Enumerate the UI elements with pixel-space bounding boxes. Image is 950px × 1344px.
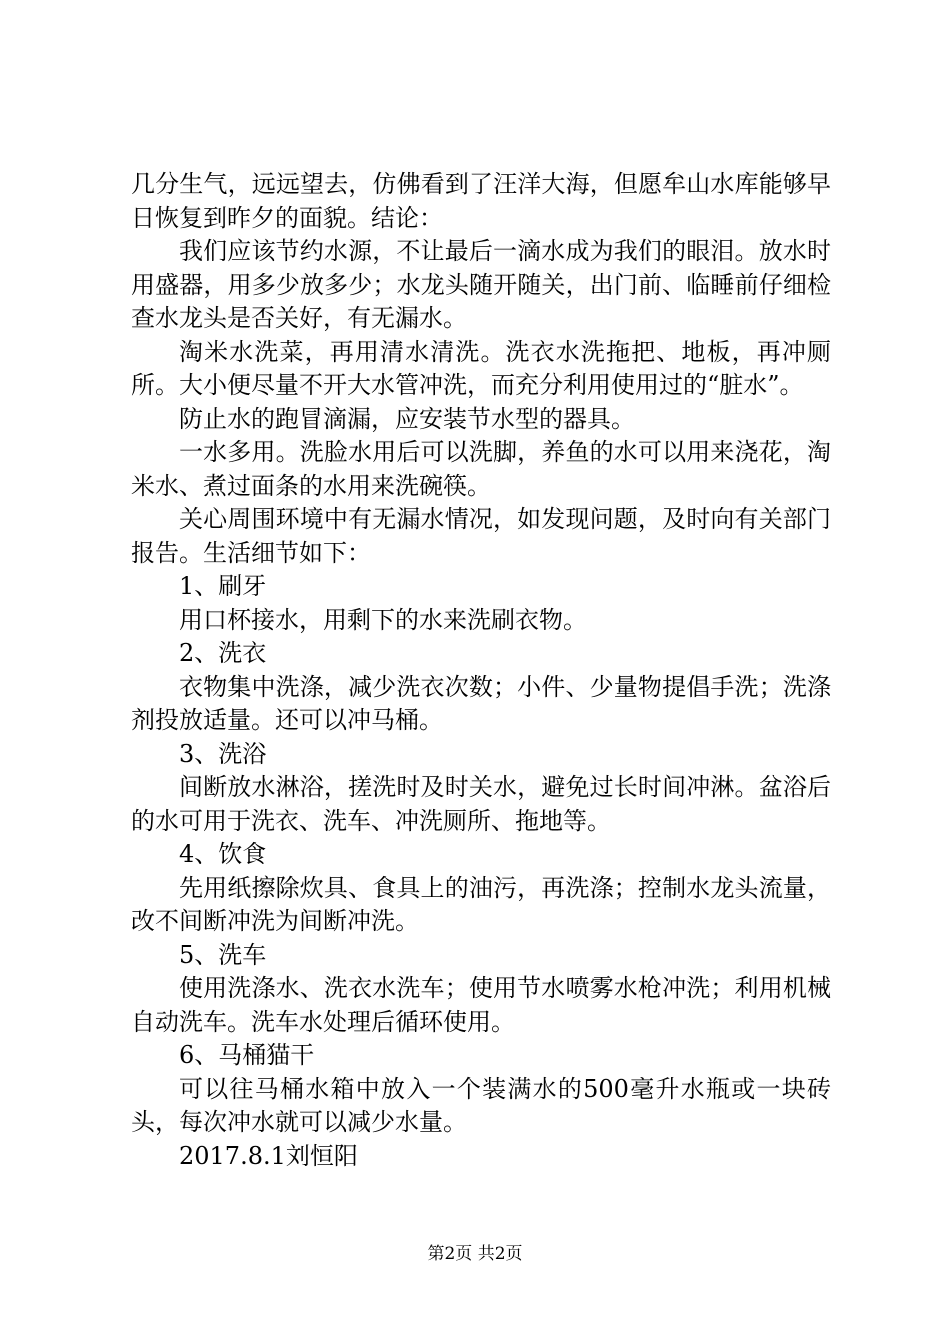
- signature-date: 2017.8.1刘恒阳: [179, 1141, 358, 1170]
- paragraph: 几分生气，远远望去，仿佛看到了汪洋大海，但愿牟山水库能够早日恢复到昨夕的面貌。结论：: [131, 170, 831, 232]
- page-footer: 第2页 共2页: [427, 1244, 523, 1264]
- list-heading: 4、饮食: [179, 840, 267, 868]
- paragraph: 使用洗涤水、洗衣水洗车；使用节水喷雾水枪冲洗；利用机械自动洗车。洗车水处理后循环使用。: [131, 974, 831, 1036]
- list-heading: 6、马桶猫干: [179, 1041, 315, 1069]
- list-heading: 3、洗浴: [179, 739, 267, 768]
- paragraph: 关心周围环境中有无漏水情况，如发现问题，及时向有关部门报告。生活细节如下：: [131, 505, 831, 567]
- list-heading: 5、洗车: [179, 940, 267, 969]
- document-body: [131, 168, 831, 1173]
- paragraph: 先用纸擦除炊具、食具上的油污，再洗涤；控制水龙头流量，改不间断冲洗为间断冲洗。: [131, 873, 831, 935]
- paragraph: 衣物集中洗涤，减少洗衣次数；小件、少量物提倡手洗；洗涤剂投放适量。还可以冲马桶。: [131, 672, 831, 734]
- list-heading: 2、洗衣: [179, 639, 267, 667]
- paragraph: 我们应该节约水源，不让最后一滴水成为我们的眼泪。放水时用盛器，用多少放多少；水龙头随开随关，出门前、临睡前仔细检查水龙头是否关好，有无漏水。: [131, 237, 831, 332]
- paragraph: 淘米水洗菜，再用清水清洗。洗衣水洗拖把、地板，再冲厕所。大小便尽量不开大水管冲洗，而充分利用使用过的“脏水”。: [131, 337, 831, 399]
- paragraph: 防止水的跑冒滴漏，应安装节水型的器具。: [179, 404, 635, 433]
- paragraph: 一水多用。洗脸水用后可以洗脚，养鱼的水可以用来浇花，淘米水、煮过面条的水用来洗碗筷。: [131, 438, 831, 500]
- paragraph: 用口杯接水，用剩下的水来洗刷衣物。: [179, 605, 587, 634]
- list-heading: 1、刷牙: [179, 572, 267, 600]
- paragraph: 间断放水淋浴，搓洗时及时关水，避免过长时间冲淋。盆浴后的水可用于洗衣、洗车、冲洗厕所、拖地等。: [131, 773, 831, 835]
- paragraph: 可以往马桶水箱中放入一个装满水的500毫升水瓶或一块砖头，每次冲水就可以减少水量。: [131, 1074, 831, 1136]
